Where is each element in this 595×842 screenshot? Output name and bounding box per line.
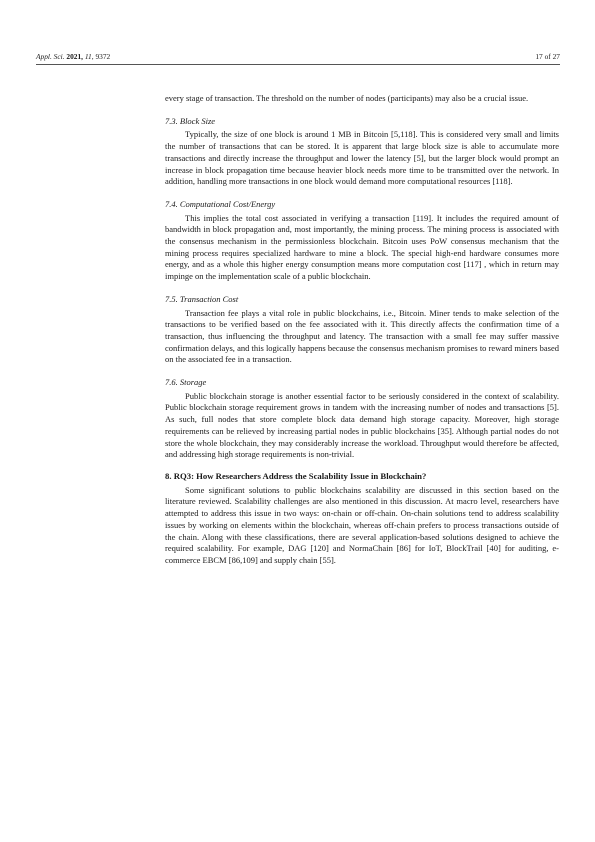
body-text xyxy=(165,93,559,567)
paragraph: Public blockchain storage is another essential factor to be seriously considered in the context of scalability. Public blockchain storage requirement grows in tandem with the increasing number of nodes and transactions [5]. As such, full nodes that store complete block data demand high storage capacity. Moreover, high storage requirements can be relieved by increasing partial nodes in public blockchains [35]. Although partial nodes do not store the whole blockchain, they may considerably increase the workload. Throughput would therefore be affected, and addressing high storage requirements is non-trivial. xyxy=(165,390,559,460)
running-header xyxy=(36,50,560,65)
paragraph: This implies the total cost associated in verifying a transaction [119]. It includes the required amount of bandwidth in block propagation and, most importantly, the mining process. The mining process is associated with the consensus mechanism in the permissionless blockchain. Bitcoin uses PoW consensus mechanism that the mining process requires specialized hardware to mine a block. The special high-end hardware consumes more energy, and as a whole this higher energy consumption means more computation cost [117] , which in return may impinge on the implementation scale of a public blockchain. xyxy=(165,212,559,282)
paragraph: Transaction fee plays a vital role in public blockchains, i.e., Bitcoin. Miner tends to make selection of the transactions to be verified based on the fee associated with it. This directly affects the confirmation time of a transaction, thus influencing the throughput and latency. The transaction with a small fee may suffer massive confirmation delays, and this logically happens because the consensus mechanism promises to reward miners based on the associated fee in a transaction. xyxy=(165,307,559,365)
paragraph: every stage of transaction. The threshold on the number of nodes (participants) may also be a crucial issue. xyxy=(165,93,529,103)
subsection-heading-transaction-cost: 7.5. Transaction Cost xyxy=(165,293,239,304)
subsection-heading-computational-cost: 7.4. Computational Cost/Energy xyxy=(165,198,276,209)
paragraph: Some significant solutions to public blockchains scalability are discussed in this section based on the literature reviewed. Scalability challenges are also mentioned in this discussion. At macro level, researchers have attempted to address this issue in two ways: on-chain or off-chain. On-chain solutions tend to address scalability issues by working on elements within the blockchain, whereas off-chain prefers to process transactions outside of the chain. Along with these classifications, there are several application-based solutions designed to achieve the required scalability. For example, DAG [120] and NormaChain [86] for IoT, BlockTrail [40] for auditing, e-commerce EBCM [86,109] and supply chain [55]. xyxy=(165,484,559,565)
subsection-heading-storage: 7.6. Storage xyxy=(165,377,207,388)
page-number: 17 of 27 xyxy=(535,52,560,61)
journal-citation: Appl. Sci. 2021, 11, 9372 xyxy=(36,52,111,61)
paragraph: Typically, the size of one block is around 1 MB in Bitcoin [5,118]. This is considered very small and limits the number of transactions that can be stored. It is apparent that large block size is able to accumulate more transactions and directly increase the throughput and lower the latency [5], but the larger block would prompt an increase in block propagation time because heavier block needs more time to be transmitted over the network. In addition, handling more transactions in one block would demand more computational resources [118]. xyxy=(165,129,559,187)
subsection-heading-block-size: 7.3. Block Size xyxy=(165,115,216,126)
section-heading-rq3: 8. RQ3: How Researchers Address the Scalability Issue in Blockchain? xyxy=(165,470,427,481)
